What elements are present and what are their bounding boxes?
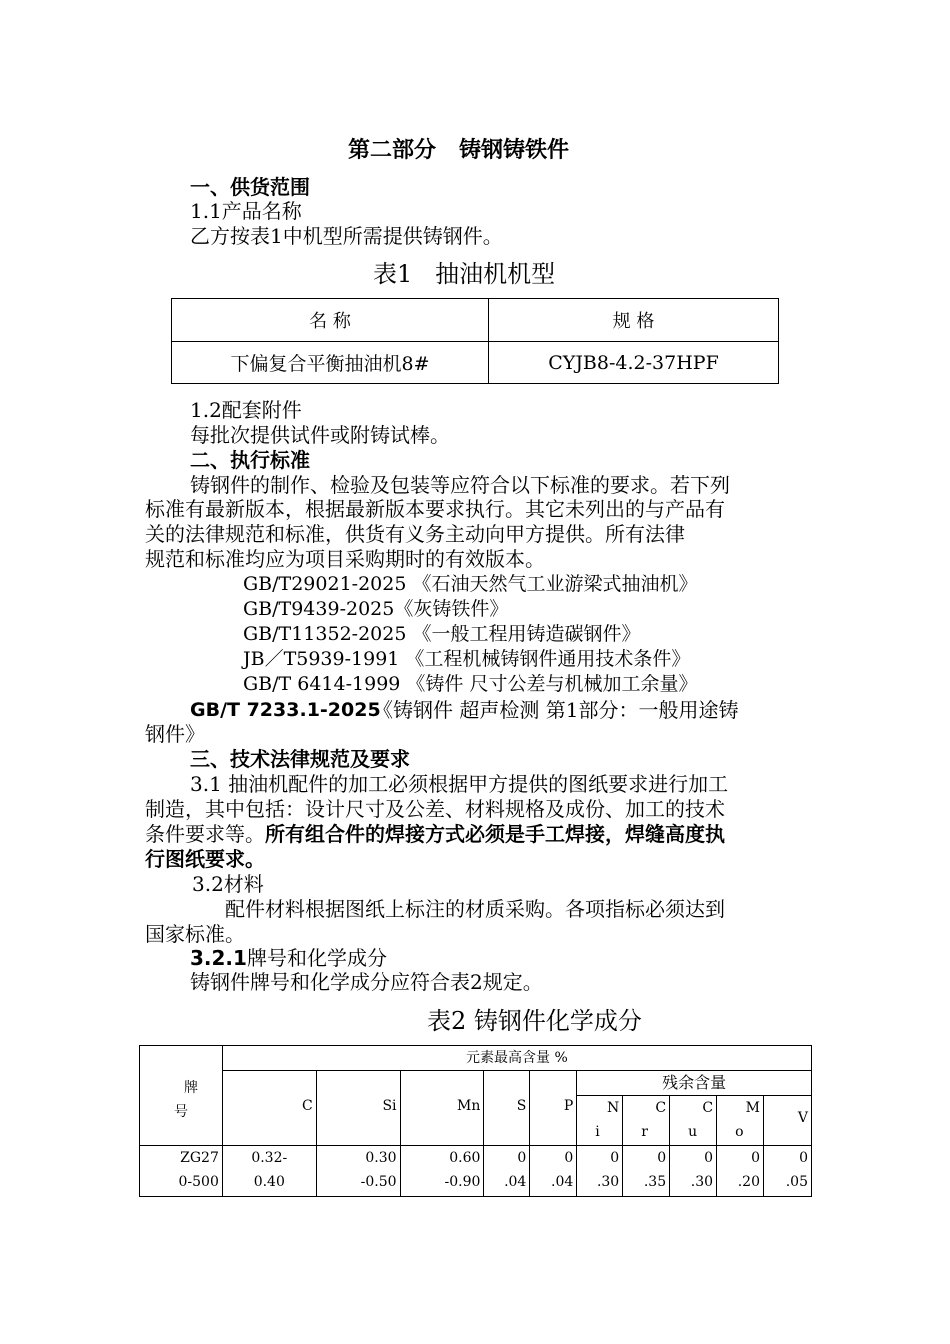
table2-value-s: 0 .04 <box>484 1146 530 1197</box>
standards-para-line-4: 规范和标准均应为项目采购期时的有效版本。 <box>145 547 545 571</box>
item-1-2: 1.2配套附件 <box>190 398 302 422</box>
table2-element-c: C <box>222 1071 316 1146</box>
supply-text: 乙方按表1中机型所需提供铸钢件。 <box>190 224 503 248</box>
item-1-2-text: 每批次提供试件或附铸试棒。 <box>190 423 450 447</box>
page-title: 第二部分 铸钢铸铁件 <box>348 137 569 163</box>
table2-value-si: 0.30 -0.50 <box>316 1146 400 1197</box>
table2-grade-value: ZG27 0-500 <box>140 1146 223 1197</box>
table2-group-header: 元素最高含量 % <box>222 1046 811 1071</box>
item-3-1-line-1: 3.1 抽油机配件的加工必须根据甲方提供的图纸要求进行加工 <box>190 772 729 796</box>
table1-caption: 表1 抽油机机型 <box>373 260 556 288</box>
table2-grade-header-char2: 号 <box>173 1104 188 1120</box>
item-3-1-line-4: 行图纸要求。 <box>145 847 265 871</box>
standard-item: GB/T9439-2025《灰铸铁件》 <box>243 598 509 620</box>
table2-value-cu: 0 .30 <box>670 1146 717 1197</box>
standard-title-gbt7233: 《铸钢件 超声检测 第1部分：一般用途铸 <box>373 698 739 722</box>
table2-residual-cu: C u <box>670 1096 717 1146</box>
table2-value-v: 0 .05 <box>764 1146 812 1197</box>
item-3-2-line-1: 配件材料根据图纸上标注的材质采购。各项指标必须达到 <box>225 897 725 921</box>
table1-header-name: 名 称 <box>172 299 489 342</box>
standard-item: GB/T 6414-1999 《铸件 尺寸公差与机械加工余量》 <box>243 673 698 695</box>
table-pump-models <box>171 298 779 384</box>
table2-value-cr: 0 .35 <box>623 1146 670 1197</box>
table2-grade-header <box>140 1046 223 1146</box>
table2-residual-mo: M o <box>717 1096 764 1146</box>
table2-value-p: 0 .04 <box>530 1146 577 1197</box>
table2-value-c: 0.32- 0.40 <box>222 1146 316 1197</box>
item-1-1: 1.1产品名称 <box>190 199 302 223</box>
table-chemical-composition <box>139 1045 812 1197</box>
table2-residual-ni: N i <box>577 1096 623 1146</box>
table2-value-mn: 0.60 -0.90 <box>400 1146 484 1197</box>
table2-element-si: Si <box>316 1071 400 1146</box>
table2-element-s: S <box>484 1071 530 1146</box>
table2-residual-header: 残余含量 <box>577 1071 812 1096</box>
table2-element-p: P <box>530 1071 577 1146</box>
table2-value-mo: 0 .20 <box>717 1146 764 1197</box>
table1-header-spec: 规 格 <box>489 299 779 342</box>
table2-caption: 表2 铸钢件化学成分 <box>427 1007 642 1035</box>
standard-title-gbt7233-cont: 钢件》 <box>145 722 205 746</box>
item-3-1-line-3 <box>145 822 725 846</box>
item-3-2-1-number: 3.2.1 <box>190 946 247 970</box>
table2-element-mn: Mn <box>400 1071 484 1146</box>
table2-grade-header-char1: 牌 <box>183 1080 198 1096</box>
item-3-2-line-2: 国家标准。 <box>145 922 245 946</box>
standards-para-line-1: 铸钢件的制作、检验及包装等应符合以下标准的要求。若下列 <box>190 473 730 497</box>
section-3-heading: 三、技术法律规范及要求 <box>190 747 410 771</box>
standard-item: GB/T29021-2025 《石油天然气工业游梁式抽油机》 <box>243 573 698 595</box>
item-3-1-line-2: 制造，其中包括：设计尺寸及公差、材料规格及成份、加工的技术 <box>145 797 725 821</box>
table2-residual-cr: C r <box>623 1096 670 1146</box>
section-1-heading: 一、供货范围 <box>190 175 310 199</box>
item-3-2: 3.2材料 <box>192 872 264 896</box>
standard-code-gbt7233: GB/T 7233.1-2025 <box>190 699 381 721</box>
standard-item: JB／T5939-1991 《工程机械铸钢件通用技术条件》 <box>243 648 691 670</box>
table1-cell-spec: CYJB8-4.2-37HPF <box>489 342 779 384</box>
item-3-1-bold-text: 所有组合件的焊接方式必须是手工焊接，焊缝高度执 <box>265 822 725 846</box>
standard-item: GB/T11352-2025 《一般工程用铸造碳钢件》 <box>243 623 641 645</box>
standards-para-line-3: 关的法律规范和标准，供货有义务主动向甲方提供。所有法律 <box>145 522 685 546</box>
item-3-2-1-text: 铸钢件牌号和化学成分应符合表2规定。 <box>190 970 543 994</box>
table1-cell-model: 下偏复合平衡抽油机8# <box>172 342 489 384</box>
item-3-2-1 <box>190 946 387 970</box>
standards-para-line-2: 标准有最新版本，根据最新版本要求执行。其它未列出的与产品有 <box>145 497 725 521</box>
table2-value-ni: 0 .30 <box>577 1146 623 1197</box>
section-2-heading: 二、执行标准 <box>190 448 310 472</box>
item-3-1-normal-text: 条件要求等。 <box>145 822 265 846</box>
table2-residual-v: V <box>764 1096 812 1146</box>
item-3-2-1-title: 牌号和化学成分 <box>246 946 387 970</box>
